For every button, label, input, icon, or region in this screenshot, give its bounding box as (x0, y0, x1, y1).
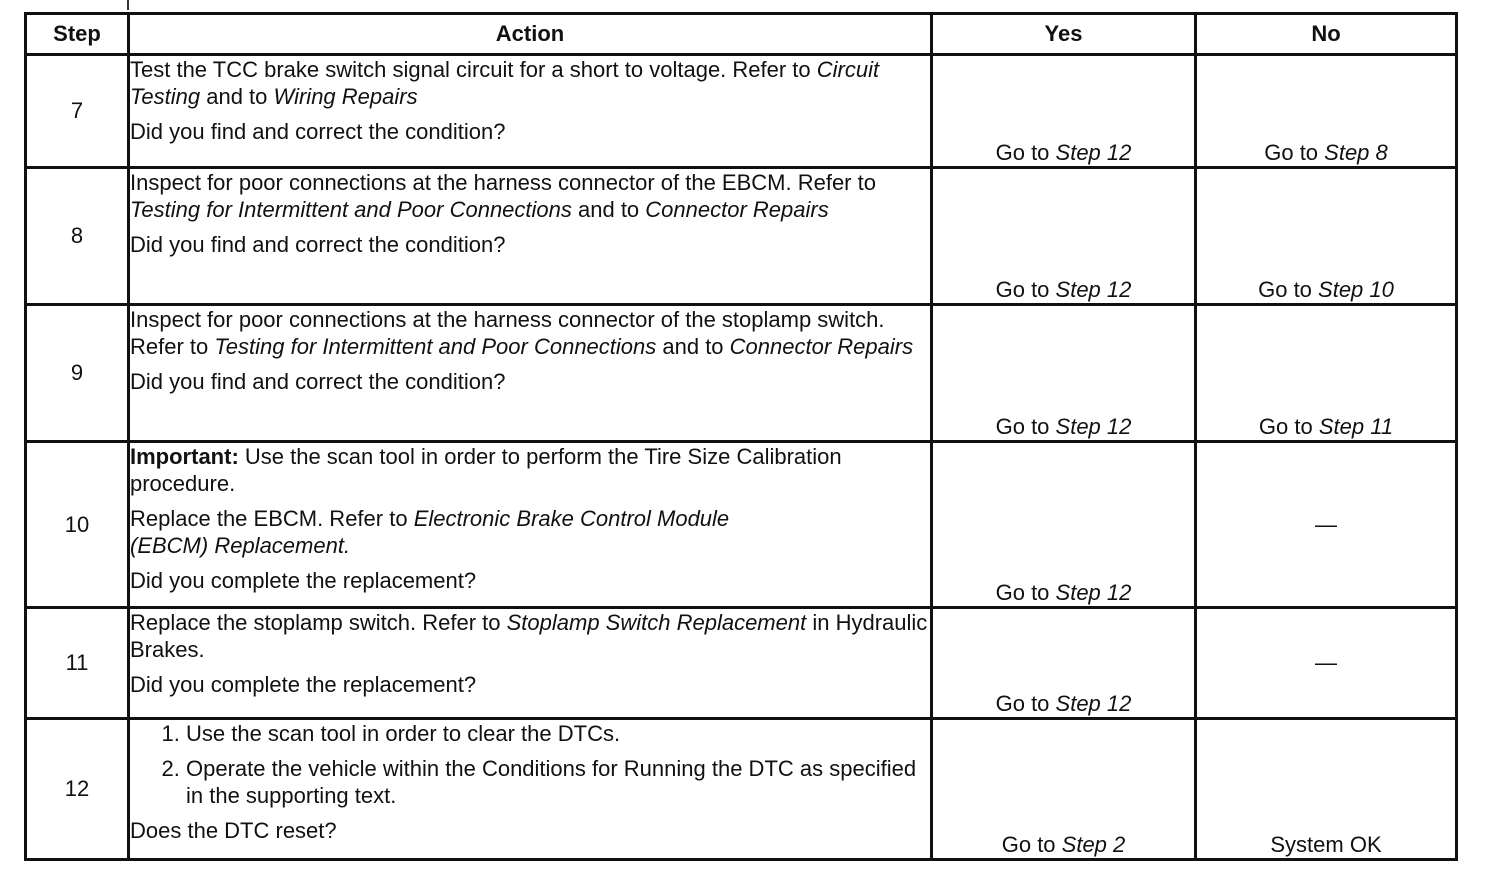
no-value: — (1315, 650, 1337, 675)
action-instruction (130, 306, 930, 360)
action-question: Did you complete the replacement? (130, 568, 477, 593)
action-cell (129, 55, 932, 168)
header-action: Action (129, 14, 932, 55)
action-question: Did you find and correct the condition? (130, 232, 506, 257)
action-text: and to (200, 84, 274, 109)
action-question: Did you find and correct the condition? (130, 119, 506, 144)
yes-step-link[interactable]: Step 12 (1055, 140, 1132, 165)
no-value: System OK (1270, 832, 1382, 857)
reference-link[interactable]: Connector Repairs (729, 334, 914, 359)
list-item: 2. Operate the vehicle within the Conditions for Running the DTC as specified in the supporting text. (186, 755, 930, 809)
reference-link[interactable]: Testing for Intermittent and Poor Connections (130, 197, 572, 222)
action-text: Replace the stoplamp switch. Refer to (130, 610, 507, 635)
no-step-link[interactable]: Step 11 (1318, 414, 1394, 439)
yes-prefix: Go to (995, 580, 1056, 605)
action-text: Inspect for poor connections at the harness connector of the stoplamp switch. Refer to (130, 307, 885, 359)
action-text: Test the TCC brake switch signal circuit for a short to voltage. Refer to (130, 57, 817, 82)
yes-prefix: Go to (995, 414, 1056, 439)
diagnostic-table (24, 12, 1458, 861)
yes-cell (932, 719, 1196, 860)
step-number: 10 (26, 442, 129, 608)
action-question: Did you complete the replacement? (130, 672, 477, 697)
action-cell (129, 608, 932, 719)
yes-step-link[interactable]: Step 12 (1055, 580, 1132, 605)
action-text: and to (656, 334, 730, 359)
action-instruction (130, 505, 930, 559)
important-label: Important: (130, 444, 239, 469)
action-text: Replace the EBCM. Refer to (130, 506, 414, 531)
important-note (130, 443, 930, 497)
yes-cell (932, 168, 1196, 305)
no-step-link[interactable]: Step 10 (1318, 277, 1394, 302)
yes-step-link[interactable]: Step 12 (1055, 691, 1132, 716)
no-cell (1196, 168, 1457, 305)
action-text: in Hydraulic Brakes. (130, 610, 928, 662)
top-margin-tick (127, 0, 129, 10)
header-yes: Yes (932, 14, 1196, 55)
yes-prefix: Go to (995, 140, 1056, 165)
list-item: 1. Use the scan tool in order to clear the DTCs. (186, 720, 930, 747)
action-instruction (130, 609, 930, 663)
reference-link[interactable]: Electronic Brake Control Module (EBCM) Replacement. (130, 506, 730, 558)
reference-link[interactable]: Connector Repairs (645, 197, 829, 222)
no-cell (1196, 305, 1457, 442)
step-number: 8 (26, 168, 129, 305)
header-no: No (1196, 14, 1457, 55)
yes-step-link[interactable]: Step 12 (1055, 414, 1132, 439)
yes-cell (932, 442, 1196, 608)
no-cell (1196, 608, 1457, 719)
reference-link[interactable]: Stoplamp Switch Replacement (506, 610, 807, 635)
no-prefix: Go to (1258, 277, 1319, 302)
yes-cell (932, 305, 1196, 442)
step-number: 9 (26, 305, 129, 442)
table-header (26, 14, 1457, 55)
no-value: — (1315, 511, 1337, 537)
action-cell (129, 719, 932, 860)
numbered-list (130, 720, 930, 809)
important-text: Use the scan tool in order to perform the Tire Size Calibration procedure. (130, 444, 842, 496)
table-row (26, 55, 1457, 168)
no-cell (1196, 55, 1457, 168)
no-step-link[interactable]: Step 8 (1324, 140, 1388, 165)
action-instruction (130, 169, 930, 223)
yes-step-link[interactable]: Step 2 (1061, 832, 1126, 857)
yes-cell (932, 55, 1196, 168)
table-row (26, 442, 1457, 608)
action-cell (129, 442, 932, 608)
step-number: 11 (26, 608, 129, 719)
action-question: Does the DTC reset? (130, 818, 337, 843)
header-step: Step (26, 14, 129, 55)
action-cell (129, 305, 932, 442)
reference-link[interactable]: Testing for Intermittent and Poor Connections (214, 334, 657, 359)
yes-step-link[interactable]: Step 12 (1055, 277, 1132, 302)
yes-prefix: Go to (995, 691, 1056, 716)
action-text: and to (571, 197, 646, 222)
yes-cell (932, 608, 1196, 719)
table-row (26, 608, 1457, 719)
table-row (26, 168, 1457, 305)
no-cell (1196, 719, 1457, 860)
action-cell (129, 168, 932, 305)
action-question: Did you find and correct the condition? (130, 369, 506, 394)
no-cell (1196, 442, 1457, 608)
header-row (26, 14, 1457, 55)
yes-prefix: Go to (995, 277, 1056, 302)
step-number: 12 (26, 719, 129, 860)
yes-prefix: Go to (1001, 832, 1062, 857)
table-row (26, 719, 1457, 860)
reference-link[interactable]: Wiring Repairs (273, 84, 418, 109)
step-number: 7 (26, 55, 129, 168)
table-row (26, 305, 1457, 442)
action-text: Inspect for poor connections at the harness connector of the EBCM. Refer to (130, 170, 876, 195)
no-prefix: Go to (1264, 140, 1325, 165)
no-prefix: Go to (1258, 414, 1319, 439)
action-instruction (130, 56, 930, 110)
reference-link[interactable]: Circuit Testing (130, 57, 880, 109)
